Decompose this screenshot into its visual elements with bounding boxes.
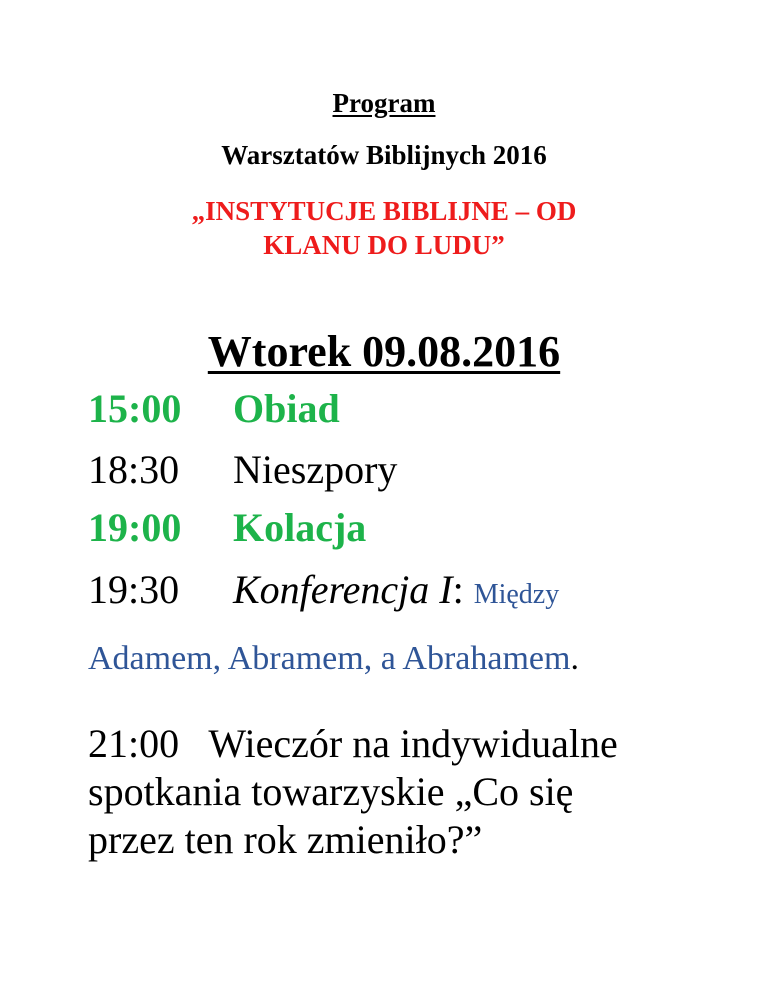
schedule-event: Konferencja I <box>233 567 453 612</box>
evening-line-1: 21:00 Wieczór na indywidualne <box>88 721 618 766</box>
evening-line-2: spotkania towarzyskie „Co się <box>88 769 574 814</box>
conference-topic-end: Adamem, Abramem, a Abrahamem <box>88 640 571 677</box>
schedule-item-supper <box>88 504 366 551</box>
schedule-event: Nieszpory <box>233 447 398 492</box>
schedule-time: 19:00 <box>88 505 182 550</box>
topic-end-punct: . <box>570 640 579 677</box>
workshop-subtitle: Warsztatów Biblijnych 2016 <box>221 140 547 170</box>
schedule-time: 15:00 <box>88 386 182 431</box>
evening-line-3: przez ten rok zmieniło?” <box>88 817 483 862</box>
theme-line-2: KLANU DO LUDU” <box>263 230 505 260</box>
theme-line-1: „INSTYTUCJE BIBLIJNE – OD <box>191 196 577 226</box>
conference-topic-continuation <box>88 640 579 678</box>
schedule-item-vespers <box>88 446 397 493</box>
schedule-item-lunch <box>88 385 340 432</box>
conference-topic-start: Między <box>473 579 560 610</box>
schedule-item-conference <box>88 566 559 613</box>
workshop-theme <box>0 194 768 262</box>
schedule-time: 18:30 <box>88 447 180 492</box>
schedule-event: Kolacja <box>233 505 367 550</box>
event-colon: : <box>452 567 464 612</box>
day-heading: Wtorek 09.08.2016 <box>207 327 561 376</box>
schedule-item-evening <box>88 720 728 864</box>
schedule-event: Obiad <box>233 386 340 431</box>
program-title: Program <box>332 88 436 118</box>
schedule-time: 19:30 <box>88 567 180 612</box>
